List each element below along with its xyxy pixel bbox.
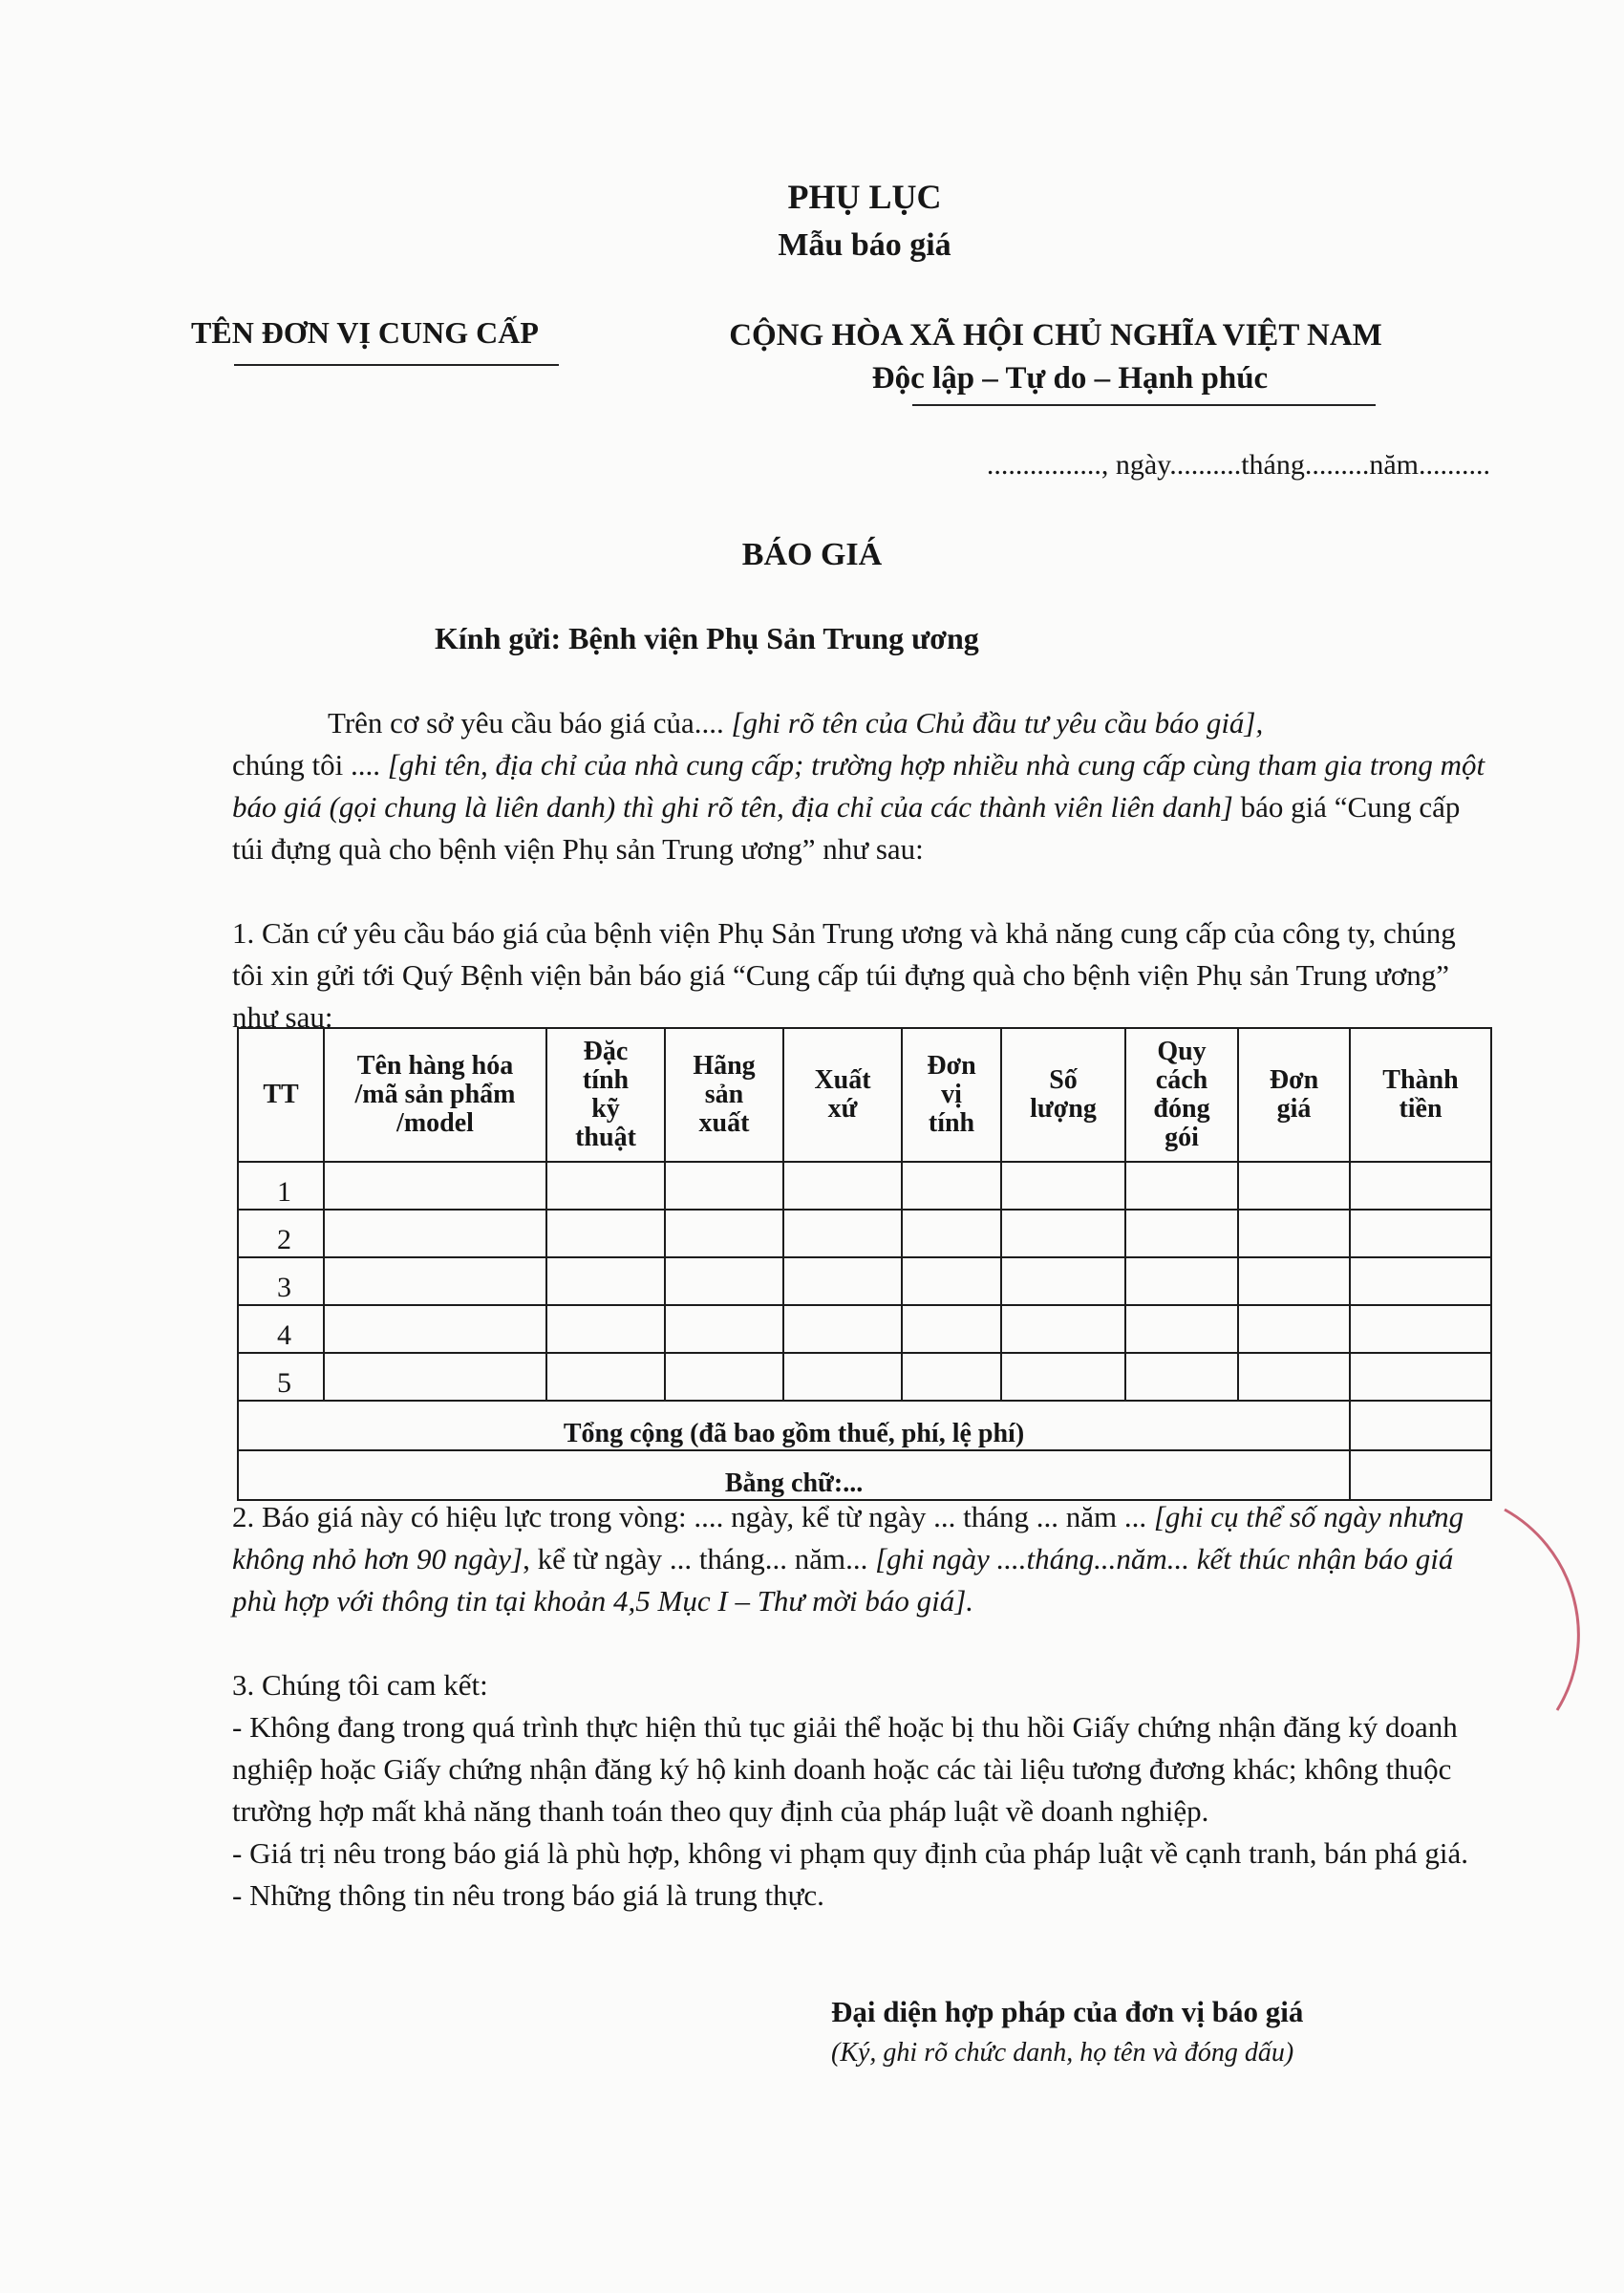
national-motto: Độc lập – Tự do – Hạnh phúc (871, 361, 1269, 396)
intro-text-1: Trên cơ sở yêu cầu báo giá của.... (328, 706, 732, 739)
header-unit-price: Đơn giá (1238, 1028, 1350, 1162)
row-number: 4 (238, 1305, 324, 1353)
supplier-name: TÊN ĐƠN VỊ CUNG CẤP (191, 315, 539, 350)
recipient-line: Kính gửi: Bệnh viện Phụ Sản Trung ương (435, 621, 979, 655)
commitment-2: - Giá trị nêu trong báo giá là phù hợp, không vi phạm quy định của pháp luật về cạnh tranh, bán phá giá. (232, 1836, 1468, 1870)
row-number: 3 (238, 1257, 324, 1305)
table-row (238, 1162, 1491, 1210)
table-row (238, 1210, 1491, 1257)
header-packaging: Quy cách đóng gói (1125, 1028, 1238, 1162)
representative-note: (Ký, ghi rõ chức danh, họ tên và đóng dấu) (831, 2038, 1294, 2068)
intro-text-2-end: báo giá “Cung cấp túi đựng quà cho bệnh viện Phụ sản Trung ương” như sau: (232, 790, 1461, 866)
item-2-italic-b: [ghi ngày ....tháng...năm... kết thúc nhận báo giá phù hợp với thông tin tại khoản 4,5 Mục I – Thư mời báo giá]. (232, 1542, 1454, 1618)
table-row (238, 1305, 1491, 1353)
header-origin: Xuất xứ (783, 1028, 902, 1162)
annex-title: PHỤ LỤC (787, 178, 942, 216)
item-2-text-a: 2. Báo giá này có hiệu lực trong vòng: .... ngày, kể từ ngày ... tháng ... năm ... (232, 1500, 1154, 1533)
representative-title: Đại diện hợp pháp của đơn vị báo giá (831, 1995, 1304, 2028)
item-1-paragraph: 1. Căn cứ yêu cầu báo giá của bệnh viện Phụ Sản Trung ương và khả năng cung cấp của công ty, chúng tôi xin gửi tới Quý Bệnh viện bản báo giá “Cung cấp túi đựng quà cho bệnh viện Phụ sản Trung ương” như sau: (232, 916, 1456, 1034)
intro-line-1 (232, 702, 1493, 744)
row-number: 1 (238, 1162, 324, 1210)
total-label: Tổng cộng (đã bao gồm thuế, phí, lệ phí) (238, 1401, 1350, 1450)
header-unit: Đơn vị tính (902, 1028, 1001, 1162)
header-manufacturer: Hãng sản xuất (665, 1028, 783, 1162)
intro-paragraph (232, 702, 1493, 870)
header-item-name: Tên hàng hóa /mã sản phẩm /model (324, 1028, 546, 1162)
in-words-label: Bằng chữ:... (238, 1450, 1350, 1500)
intro-line-2 (232, 744, 1493, 870)
item-3-section (232, 1664, 1493, 1917)
table-total-row (238, 1401, 1491, 1450)
row-number: 2 (238, 1210, 324, 1257)
header-tt: TT (238, 1028, 324, 1162)
intro-italic-2: [ghi tên, địa chỉ của nhà cung cấp; trường hợp nhiều nhà cung cấp cùng tham gia trong một báo giá (gọi chung là liên danh) thì ghi rõ tên, địa chỉ của các thành viên liên danh] (232, 748, 1485, 824)
date-line: ................, ngày..........tháng.........năm.......... (986, 449, 1490, 481)
stamp-fragment (1500, 1490, 1605, 1720)
item-2-paragraph (232, 1496, 1493, 1622)
quote-title: BÁO GIÁ (741, 537, 883, 572)
commitment-3: - Những thông tin nêu trong báo giá là trung thực. (232, 1878, 824, 1912)
quote-table (237, 1027, 1492, 1501)
item-3-title: 3. Chúng tôi cam kết: (232, 1668, 488, 1702)
header-amount: Thành tiền (1350, 1028, 1491, 1162)
row-number: 5 (238, 1353, 324, 1401)
table-in-words-row (238, 1450, 1491, 1500)
item-2-text-b: , kể từ ngày ... tháng... năm... (523, 1542, 876, 1575)
commitment-1: - Không đang trong quá trình thực hiện thủ tục giải thể hoặc bị thu hồi Giấy chứng nhận đăng ký doanh nghiệp hoặc Giấy chứng nhận đăng ký hộ kinh doanh hoặc các tài liệu tương đương khác; không thuộc trường hợp mất khả năng thanh toán theo quy định của pháp luật về doanh nghiệp. (232, 1710, 1458, 1828)
table-row (238, 1257, 1491, 1305)
table-header-row (238, 1028, 1491, 1162)
header-spec: Đặc tính kỹ thuật (546, 1028, 665, 1162)
intro-italic-1: [ghi rõ tên của Chủ đầu tư yêu cầu báo giá], (731, 706, 1264, 739)
annex-subtitle: Mẫu báo giá (778, 227, 951, 263)
motto-underline (912, 404, 1376, 406)
table-row (238, 1353, 1491, 1401)
item-2-italic-a: [ghi cụ thể số ngày nhưng không nhỏ hơn 90 ngày] (232, 1500, 1464, 1575)
header-quantity: Số lượng (1001, 1028, 1125, 1162)
country-name: CỘNG HÒA XÃ HỘI CHỦ NGHĨA VIỆT NAM (729, 318, 1382, 353)
intro-text-2: chúng tôi .... (232, 748, 388, 782)
